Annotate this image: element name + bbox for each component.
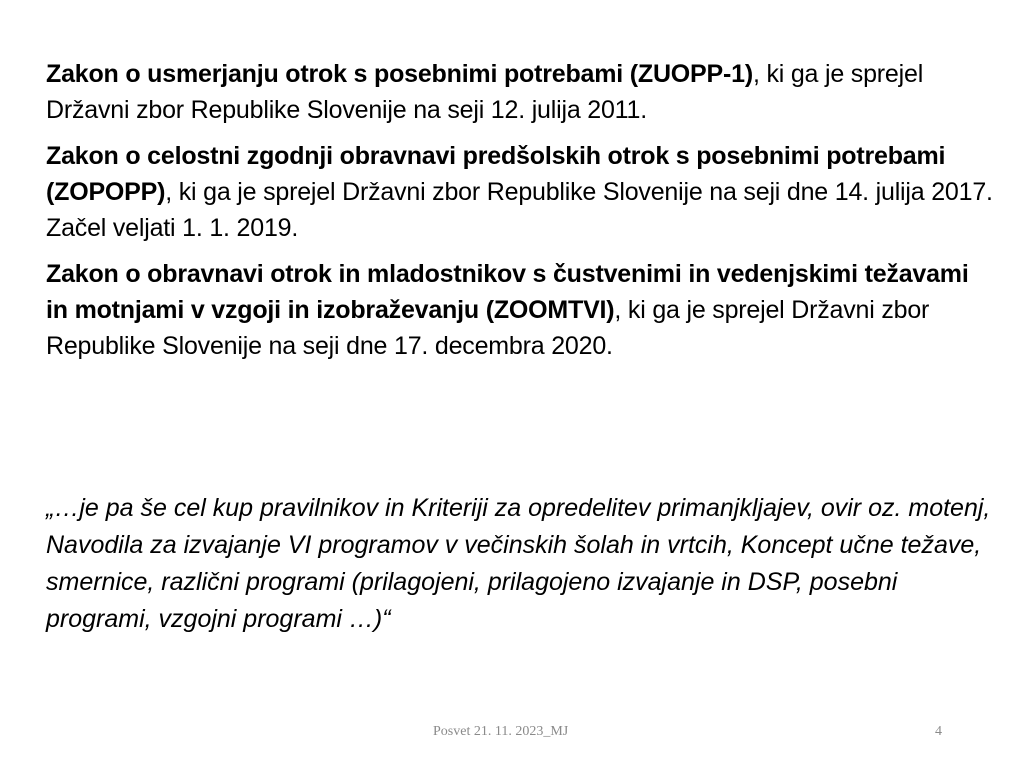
law-description-zopopp: , ki ga je sprejel Državni zbor Republike Slovenije na seji dne 14. julija 2017. Začel veljati 1. 1. 2019. <box>46 178 993 242</box>
page-number: 4 <box>935 724 942 739</box>
slide-content <box>46 56 996 374</box>
law-description-zoomtvi: , ki ga je sprejel Državni zbor Republike Slovenije na seji dne 17. decembra 2020. <box>46 296 930 360</box>
law-title-zuopp: Zakon o usmerjanju otrok s posebnimi potrebami (ZUOPP-1) <box>46 60 753 88</box>
law-description-zuopp: , ki ga je sprejel Državni zbor Republike Slovenije na seji 12. julija 2011. <box>46 60 924 124</box>
quote-text: „…je pa še cel kup pravilnikov in Kriteriji za opredelitev primanjkljajev, ovir oz. motenj, Navodila za izvajanje VI programov v večinskih šolah in vrtcih, Koncept učne težave, smernice, različni programi (prilagojeni, prilagojeno izvajanje in DSP, posebni programi, vzgojni programi …)“ <box>46 494 991 633</box>
law-paragraph-zopopp <box>46 138 996 246</box>
law-title-zoomtvi: Zakon o obravnavi otrok in mladostnikov s čustvenimi in vedenjskimi težavami in motnjami v vzgoji in izobraževanju (ZOOMTVI) <box>46 260 969 324</box>
law-paragraph-zuopp <box>46 56 996 128</box>
law-paragraph-zoomtvi <box>46 256 996 364</box>
footer-text: Posvet 21. 11. 2023_MJ <box>433 724 569 739</box>
law-title-zopopp: Zakon o celostni zgodnji obravnavi predšolskih otrok s posebnimi potrebami (ZOPOPP) <box>46 142 946 206</box>
